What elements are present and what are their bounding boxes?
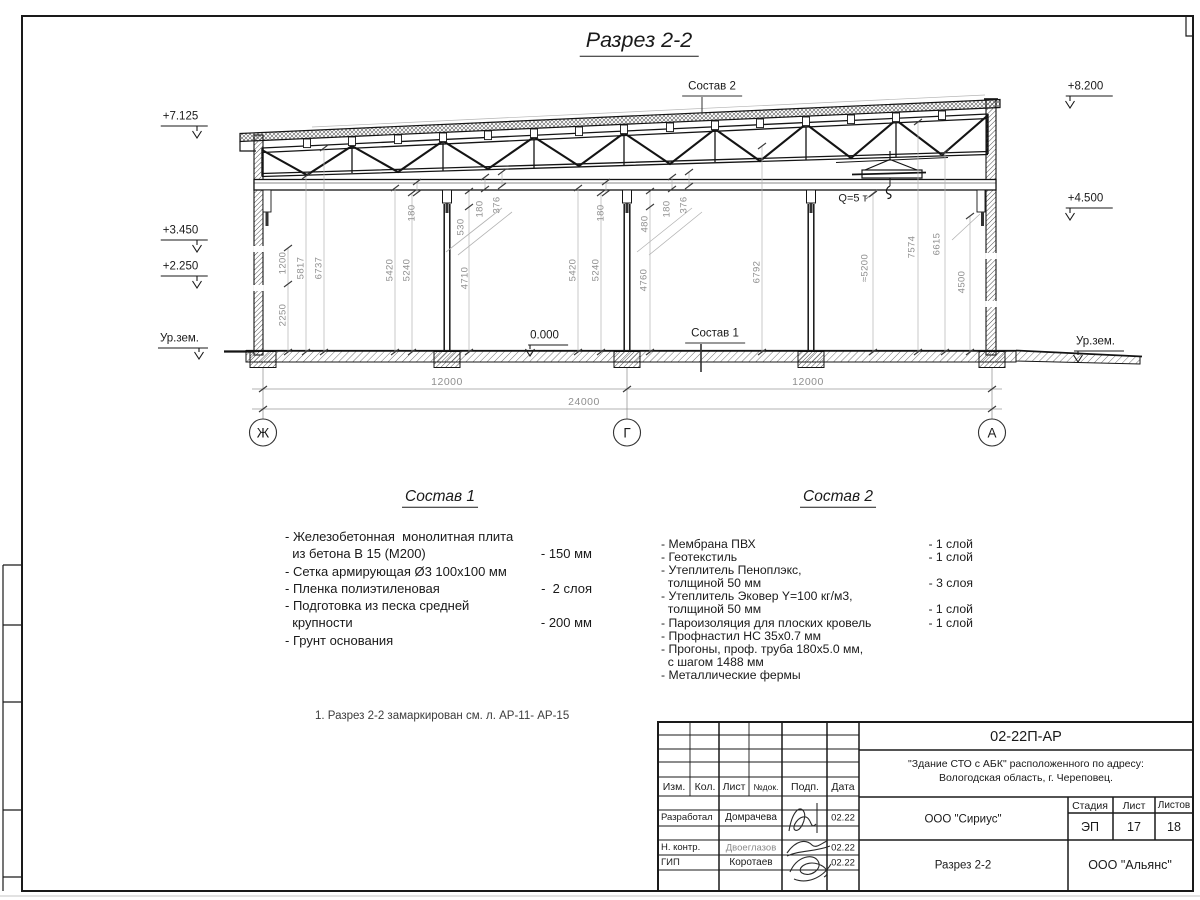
stamp-sheet-title: Разрез 2-2: [934, 859, 992, 872]
stage-label: Стадия: [1072, 799, 1108, 812]
dimension-label: 376: [491, 196, 503, 214]
axis-bubble-zh: Ж: [256, 425, 270, 441]
stamp-role-ncontrol: Н. контр.: [661, 842, 701, 853]
list-item: толщиной 50 мм - 3 слоя: [661, 576, 973, 591]
stamp-date-gip: 02.22: [831, 857, 855, 869]
list-item: с шагом 1488 мм: [661, 654, 764, 669]
sheets-total: 18: [1167, 819, 1181, 834]
list-item: - Металлические фермы: [661, 667, 801, 682]
composition1-list: [285, 528, 592, 649]
sheet-note: 1. Разрез 2-2 замаркирован см. л. АР-11- АР-15: [315, 710, 570, 722]
document-code: 02-22П-АР: [990, 728, 1062, 745]
left-wall: [254, 135, 264, 355]
list-item: толщиной 50 мм - 1 слой: [661, 602, 973, 617]
horizontal-dimension-ticks: [259, 386, 996, 412]
designer-organization: ООО "Сириус": [924, 813, 1002, 826]
stamp-header-list: Лист: [722, 780, 746, 793]
stamp-name-developer: Домрачева: [725, 812, 777, 823]
elevation-zero-level: 0.000: [528, 331, 568, 346]
dimension-label: 4760: [638, 268, 650, 292]
list-item: - Пароизоляция для плоских кровель - 1 слой: [661, 615, 973, 630]
stamp-header-ndok: №док.: [753, 781, 779, 792]
horizontal-dimension-lines: [252, 368, 1002, 419]
stamp-header-data: Дата: [831, 780, 855, 793]
sheet-label: Лист: [1122, 799, 1146, 812]
stamp-date-developer: 02.22: [831, 812, 855, 824]
sheets-label: Листов: [1157, 799, 1191, 811]
floor-slab: [224, 351, 1142, 368]
list-item: - Сетка армирующая Ø3 100х100 мм: [285, 563, 507, 579]
customer-organization: ООО "Альянс": [1088, 857, 1172, 872]
axis-bubble-g: Г: [623, 425, 631, 441]
list-item: - Железобетонная монолитная плита: [285, 529, 514, 544]
dimension-label: 2250: [277, 303, 289, 327]
dimension-label: 376: [678, 196, 690, 214]
stamp-role-gip: ГИП: [661, 857, 680, 868]
elevation-mid-right: +4.500: [1066, 194, 1113, 209]
list-item: - Утеплитель Пеноплэкс,: [661, 563, 802, 578]
composition2-callout: Состав 2: [682, 82, 742, 97]
composition1-callout: Состав 1: [685, 329, 745, 344]
dimension-label: 180: [474, 200, 486, 218]
dimension-ticks: [284, 119, 974, 355]
elevation-ground-right: Ур.зем.: [1074, 337, 1124, 352]
dimension-extension-lines: [288, 122, 970, 352]
dimension-label: 5240: [590, 258, 602, 282]
bay2-dimension: 12000: [792, 375, 824, 388]
elevation-roof-right: +8.200: [1066, 82, 1113, 97]
dimension-label: 5420: [567, 258, 579, 282]
callout-leader-lines: [446, 208, 980, 255]
list-item: - Профнастил НС 35х0.7 мм: [661, 628, 822, 643]
dimension-label: 6737: [313, 256, 325, 280]
dimension-label: 530: [455, 218, 467, 236]
dimension-label: 6615: [931, 232, 943, 256]
dimension-label: 180: [661, 200, 673, 218]
list-item: - Утеплитель Эковер Y=100 кг/м3,: [661, 589, 853, 604]
axis-bubble-a: А: [987, 425, 997, 441]
dimension-label: 4710: [459, 266, 471, 290]
list-item: - Мембрана ПВХ - 1 слой: [661, 537, 973, 551]
dimension-label: 4500: [956, 270, 968, 294]
dimension-label: ≈5200: [859, 253, 871, 283]
list-item: - Геотекстиль - 1 слой: [661, 550, 973, 565]
elevation-mid-left-upper: +3.450: [161, 226, 208, 241]
dimension-label: 5420: [384, 258, 396, 282]
dimension-label: 480: [639, 215, 651, 233]
composition1-heading: Состав 1: [402, 489, 478, 508]
total-dimension: 24000: [568, 395, 600, 408]
left-margin-cells: [3, 565, 22, 891]
stamp-header-podp: Подп.: [791, 780, 819, 793]
stamp-name-gip: Коротаев: [729, 856, 773, 868]
dimension-label: 5240: [401, 258, 413, 282]
stamp-header-izm: Изм.: [662, 780, 686, 793]
dimension-label: 1200: [277, 251, 289, 275]
stage-value: ЭП: [1081, 819, 1099, 834]
dimension-label: 6792: [751, 260, 763, 284]
crane-capacity-label: Q=5 т: [838, 192, 868, 205]
stamp-date-ncontrol: 02.22: [831, 842, 855, 854]
project-description-line1: "Здание СТО с АБК" расположенного по адресу:: [908, 757, 1144, 770]
elevation-ground-left: Ур.зем.: [158, 334, 208, 349]
dimension-label: 7574: [906, 235, 918, 259]
list-item: - Грунт основания: [285, 632, 394, 648]
composition2-list: [661, 538, 973, 682]
right-wall: [984, 99, 998, 355]
page-title: Разрез 2-2: [580, 30, 699, 57]
project-description-line2: Вологодская область, г. Череповец.: [939, 771, 1113, 784]
dimension-label: 180: [595, 204, 607, 222]
dimension-label: 180: [406, 204, 418, 222]
stamp-name-ncontrol: Двоеглазов: [725, 841, 777, 853]
stamp-header-kol: Кол.: [694, 780, 716, 793]
sheet-number: 17: [1127, 819, 1141, 834]
list-item: из бетона В 15 (М200) - 150 мм: [285, 546, 592, 562]
dimension-label: 5817: [295, 256, 307, 280]
list-item: - Пленка полиэтиленовая - 2 слоя: [285, 580, 592, 596]
elevation-mid-left-lower: +2.250: [161, 262, 208, 277]
list-item: - Прогоны, проф. труба 180х5.0 мм,: [661, 641, 864, 656]
bay1-dimension: 12000: [431, 375, 463, 388]
composition2-heading: Состав 2: [800, 489, 876, 508]
list-item: - Подготовка из песка средней: [285, 598, 470, 614]
elevation-roof-left: +7.125: [161, 112, 208, 127]
list-item: крупности - 200 мм: [285, 615, 592, 631]
signatures: [787, 803, 831, 881]
stamp-role-developer: Разработал: [661, 812, 713, 823]
